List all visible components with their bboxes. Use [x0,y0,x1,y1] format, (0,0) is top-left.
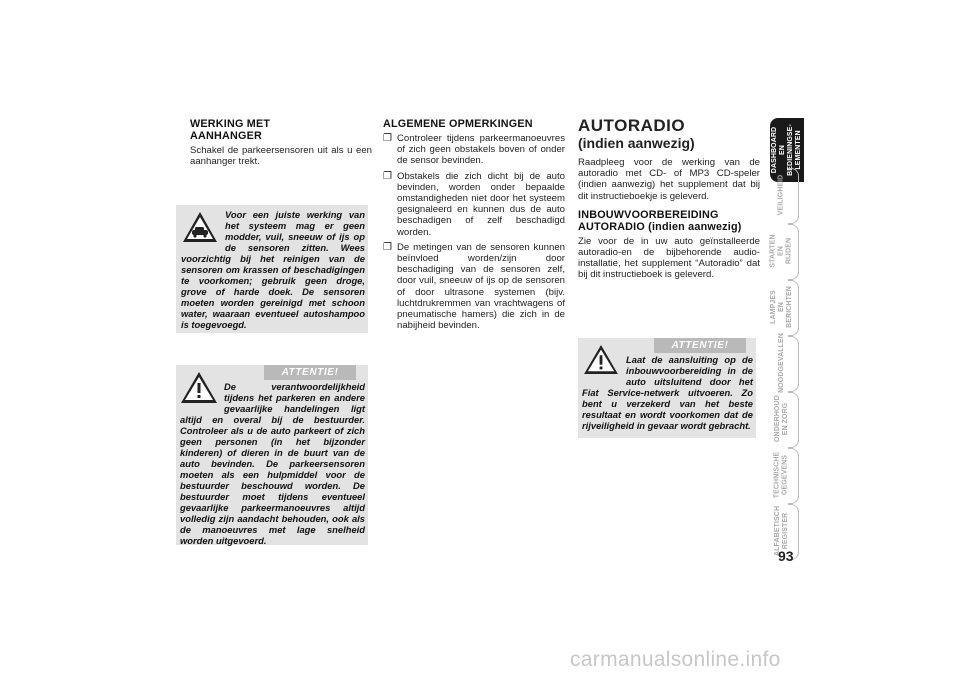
trailer-text: Schakel de parkeersensoren uit als u een aanhanger trekt. [190,145,372,168]
left-column [190,118,372,167]
parking-warning-text: De verantwoordelijkheid tijdens het parkeren en andere gevaarlijke handelingen ligt altijd en overal bij de bestuurder. Controleer als u de auto parkeert of zich geen personen (in het bijzonder kinderen) of dieren in de buurt van de auto bevinden. De parkeersensoren moeten als een hulpmiddel voor de bestuurder beschouwd worden. De bestuurder moet tijdens eventueel gevaarlijke parkeermanoeuvres altijd volledig zijn aandacht behouden, ook als de manoeuvres met lage snelheid worden uitgevoerd. [180,381,365,546]
attentie-label: ATTENTIE! [264,365,356,380]
list-item: ❐ De metingen van de sensoren kunnen beïnvloed worden/zijn door beschadiging van de sensoren zelf, door vuil, sneeuw of ijs op de sensoren of door ultrasone systemen (bijv. luchtdrukremmen van vrachtwagens of pneumatische hamers) die zich in de nabijheid bevinden. [383,241,565,332]
car-wash-icon [181,209,219,245]
list-item: ❐ Obstakels die zich dicht bij de auto bevinden, worden onder bepaalde omstandigheden niet door het systeem gesignaleerd en kunnen dus de auto beschadigen of zelf beschadigd worden. [383,170,565,238]
tab-noodgevallen[interactable]: NOODGEVALLEN [770,336,793,390]
general-remarks-heading: ALGEMENE OPMERKINGEN [383,118,533,130]
tab-veiligheid[interactable]: VEILIGHEID [770,168,793,222]
middle-column [383,118,565,335]
page-title: AUTORADIO [578,116,686,135]
trailer-heading: WERKING MET AANHANGER [190,118,271,142]
list-item: ❐ Controleer tijdens parkeermanoeuvres of zich geen obstakels boven of onder de sensor bevinden. [383,133,565,167]
checkbox-bullet-icon: ❐ [383,170,392,182]
tab-lampjes-en-berichten[interactable]: LAMPJES EN BERICHTEN [770,280,793,334]
radio-prep-heading: INBOUWVOORBEREIDING AUTORADIO (indien aanwezig) [578,208,742,233]
radio-intro-text: Raadpleeg voor de werking van de autoradio met CD- of MP3 CD-speler (indien aanwezig) het supplement dat bij dit instructieboekje is geleverd. [578,157,760,202]
page-subtitle: (indien aanwezig) [578,135,695,151]
radio-warning-box [578,338,756,438]
warning-triangle-icon [180,369,218,405]
sensor-cleaning-text: Voor een juiste werking van het systeem mag er geen modder, vuil, sneeuw of ijs op de sensoren zitten. Wees voorzichtig bij het reinigen van de sensoren om krassen of beschadigingen te voorkomen; gebruik geen droge, grove of harde doek. De sensoren moeten worden gereinigd met schoon water, waaraan eventueel autoshampoo is toegevoegd. [181,209,365,330]
radio-prep-text: Zie voor de in uw auto geïnstalleerde autoradio-en de bijbehorende audio-installatie, het supplement “Autoradio” dat bij dit instructieboek is geleverd. [578,235,760,281]
parking-warning-box [176,365,368,545]
right-column [578,116,760,281]
checkbox-bullet-icon: ❐ [383,241,392,253]
radio-warning-text: Laat de aansluiting op de inbouwvoorbereiding in de auto uitsluitend door het Fiat Service-netwerk uitvoeren. Zo bent u verzekerd van het beste resultaat en wordt voorkomen dat de rijveiligheid in gevaar wordt gebracht. [582,354,753,431]
tab-alfabetisch-register[interactable]: ALFABETISCH REGISTER [770,504,793,558]
sensor-cleaning-note [176,205,368,333]
tab-technische-gegevens[interactable]: TECHNISCHE GEGEVENS [770,448,793,502]
warning-triangle-icon [582,341,620,377]
tab-dashboard[interactable]: DASHBOARD EN BEDIENINGSE-LEMENTEN [770,118,804,182]
checkbox-bullet-icon: ❐ [383,133,392,144]
page-number: 93 [778,548,794,564]
tab-starten-en-rijden[interactable]: STARTEN EN RIJDEN [770,224,793,278]
attentie-label: ATTENTIE! [654,338,746,353]
watermark: carmanualsonline.info [570,648,781,671]
tab-onderhoud-en-zorg[interactable]: ONDERHOUD EN ZORG [770,392,793,446]
